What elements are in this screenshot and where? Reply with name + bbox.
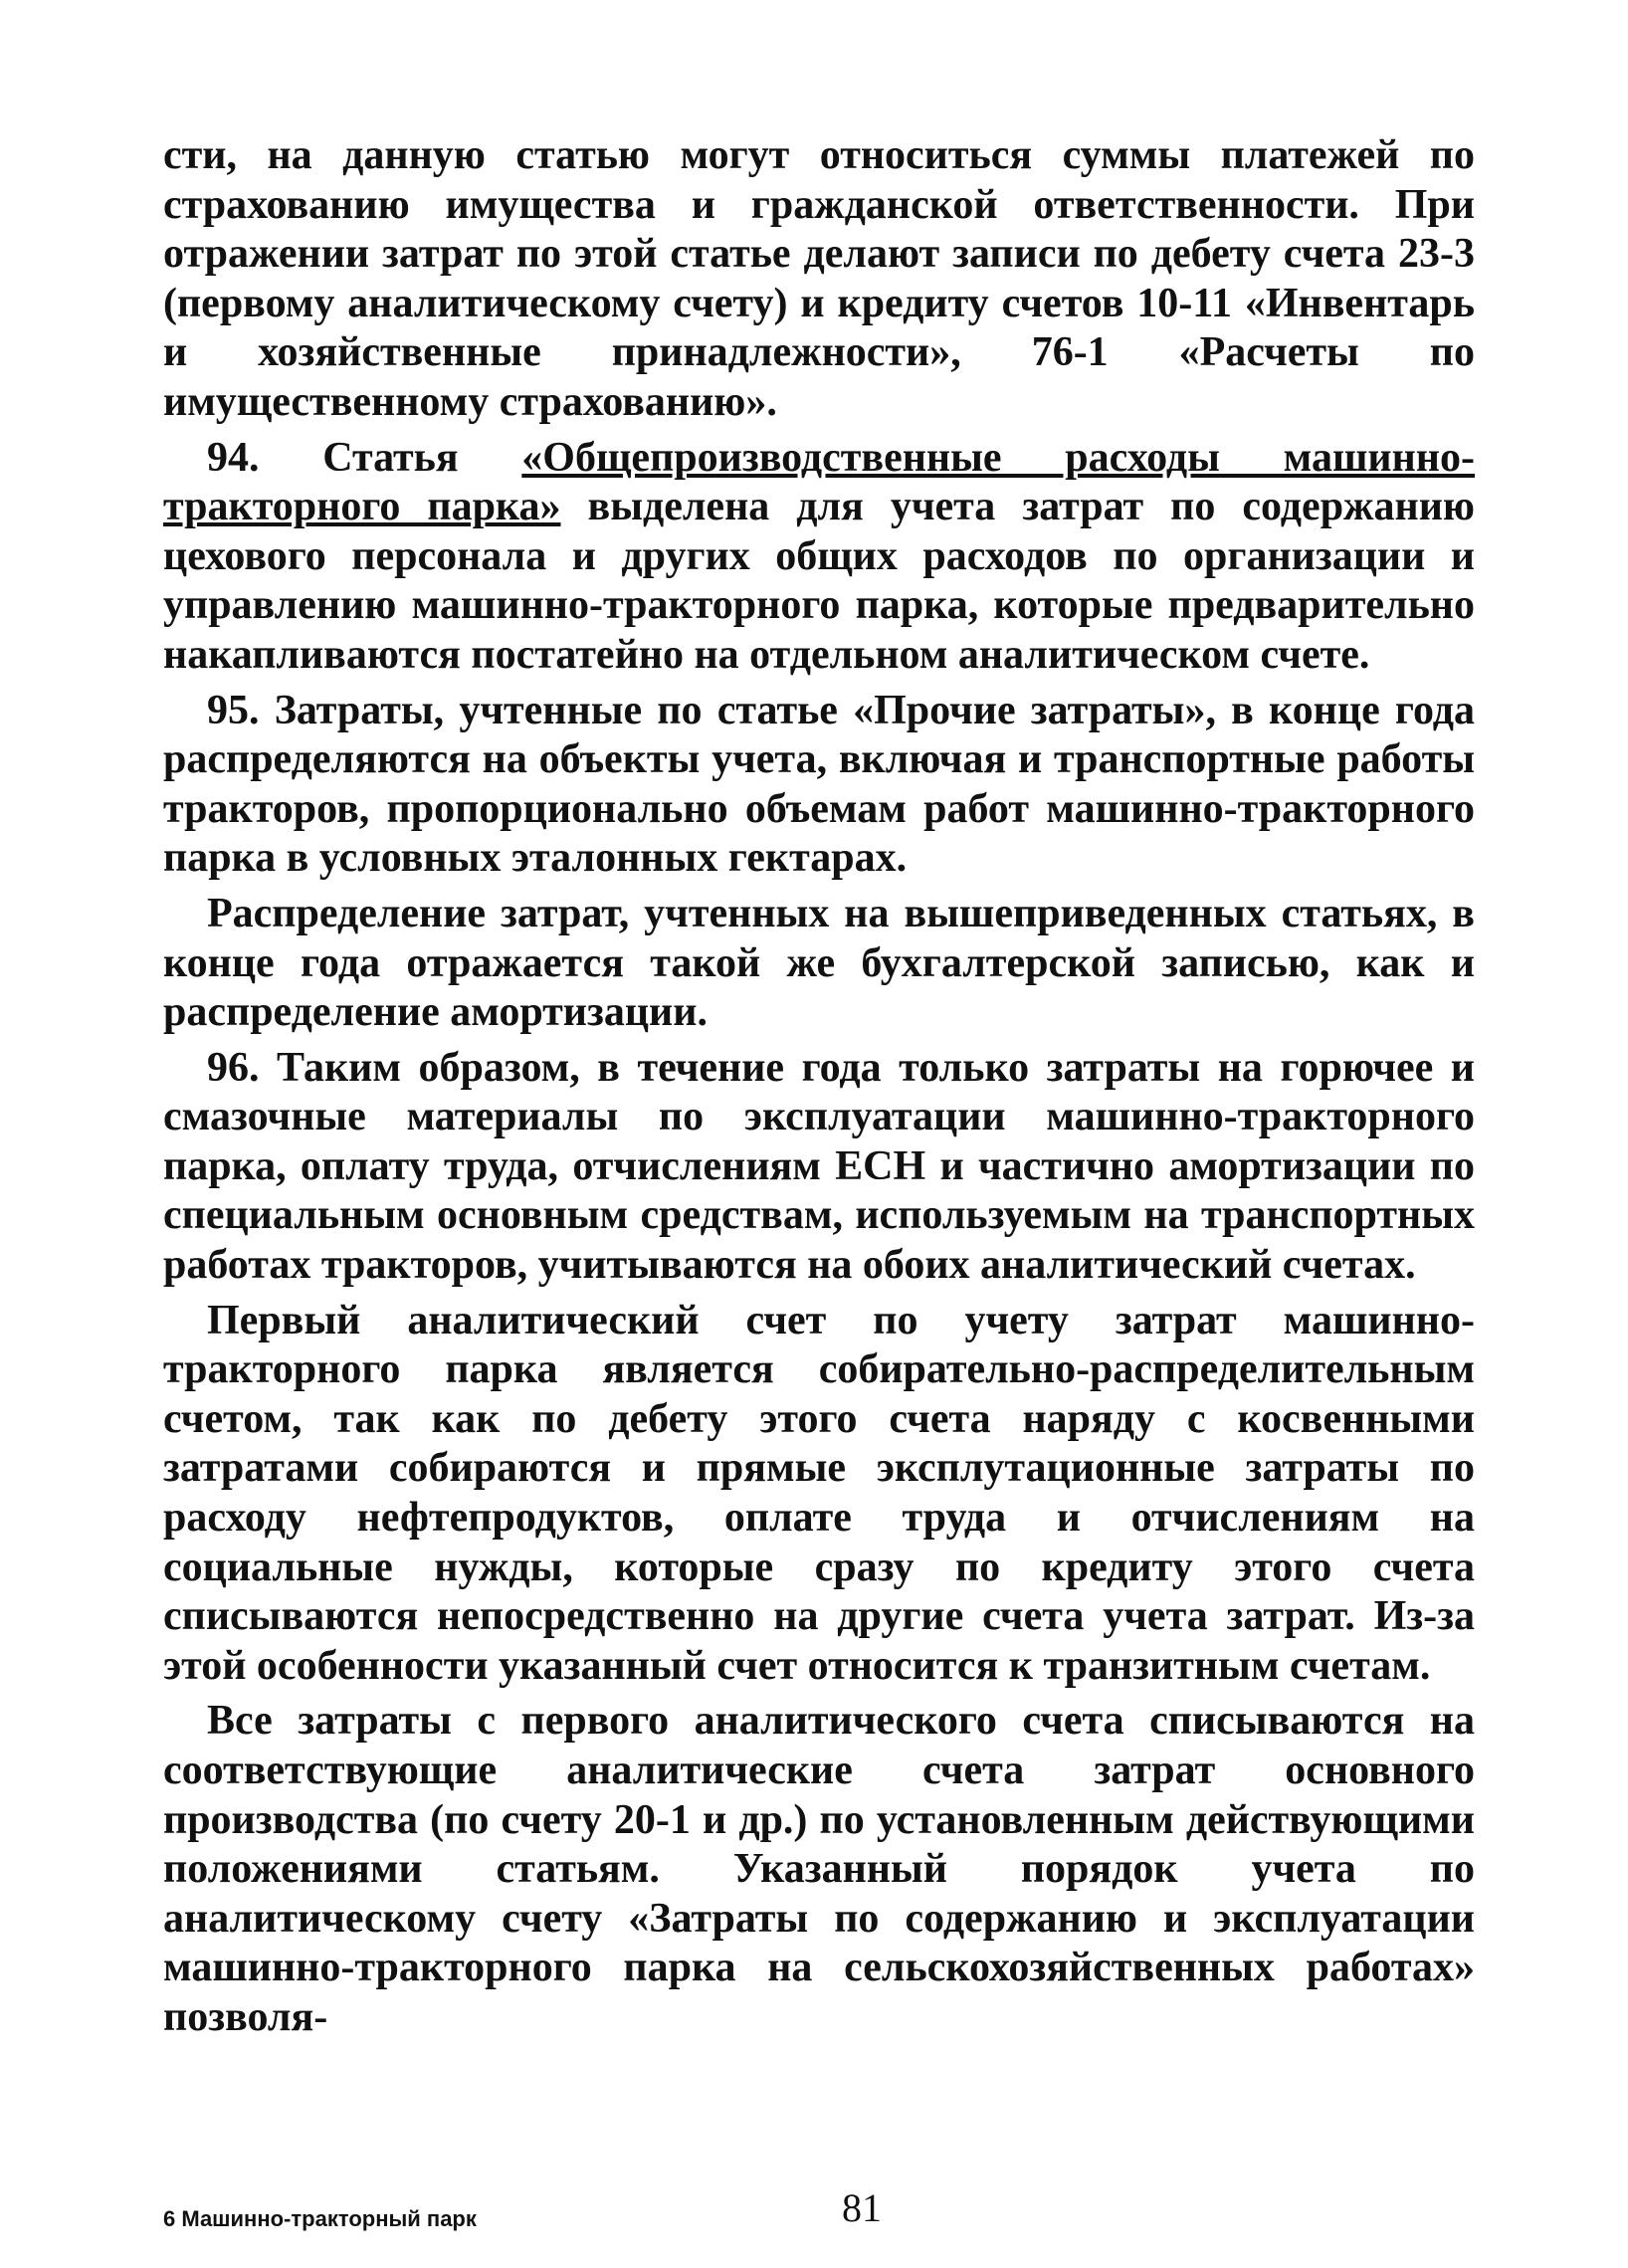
body-text xyxy=(163,131,1475,2049)
paragraph-number: 94. xyxy=(207,434,260,481)
paragraph-text: выделена для учета затрат по содержанию цехового персонала и других общих расходов по организации и управлению машинно-тракторного парка, которые предварительно накапливаются постатейно на отдельном аналитическом счете. xyxy=(163,484,1475,678)
paragraph-95 xyxy=(163,687,1475,884)
page-number: 81 xyxy=(842,2185,882,2230)
paragraph-text: Все затраты с первого аналитического счета списываются на соответствующие аналитические счета затрат основного производства (по счету 20-1 и др.) по установленным действующими положениями статьям. Указанный порядок учета по аналитическому счету «Затраты по содержанию и эксплуатации машинно-тракторного парка на сельскохозяйственных работах» позволя- xyxy=(163,1698,1475,2040)
underlined-article-title: «Общепроизводственные расходы машинно-тракторного парка» xyxy=(163,434,1475,530)
paragraph-text: сти, на данную статью могут относиться суммы платежей по страхованию имущества и гражданской ответственности. При отражении затрат по этой статье делают записи по дебету счета 23-3 (первому аналитическому счету) и кредиту счетов 10-11 «Инвентарь и хозяйственные принадлежности», 76-1 «Расчеты по имущественному страхованию». xyxy=(163,132,1475,425)
paragraph-text: Затраты, учтенные по статье «Прочие затраты», в конце года распределяются на объекты учета, включая и транспортные работы тракторов, пропорционально объемам работ машинно-тракторного парка в условных эталонных гектарах. xyxy=(163,687,1475,882)
paragraph-text: Первый аналитический счет по учету затрат машинно-тракторного парка является собирательно-распределительным счетом, так как по дебету этого счета наряду с косвенными затратами собираются и прямые эксплутационные затраты по расходу нефтепродуктов, оплате труда и отчислениям на социальные нужды, которые сразу по кредиту этого счета списываются непосредственно на другие счета учета затрат. Из-за этой особенности указанный счет относится к транзитным счетам. xyxy=(163,1297,1475,1689)
paragraph-text: Таким образом, в течение года только затраты на горючее и смазочные материалы по эксплуатации машинно-тракторного парка, оплату труда, отчислениям ЕСН и частично амортизации по специальным основным средствам, используемым на транспортных работах тракторов, учитываются на обоих аналитический счетах. xyxy=(163,1044,1475,1289)
paragraph-continuation xyxy=(163,131,1475,428)
paragraph-number: 95. xyxy=(207,687,260,733)
paragraph-text: Распределение затрат, учтенных на вышеприведенных статьях, в конце года отражается такой же бухгалтерской записью, как и распределение амортизации. xyxy=(163,890,1475,1036)
paragraph-96-all-costs xyxy=(163,1697,1475,2042)
paragraph-95-distribution xyxy=(163,890,1475,1038)
paragraph-94 xyxy=(163,434,1475,681)
paragraph-number: 96. xyxy=(207,1044,260,1091)
paragraph-lead: Статья xyxy=(259,434,522,481)
paragraph-96 xyxy=(163,1044,1475,1291)
paragraph-96-first-account xyxy=(163,1297,1475,1692)
footer-signature: 6 Машинно-тракторный парк xyxy=(163,2206,477,2231)
